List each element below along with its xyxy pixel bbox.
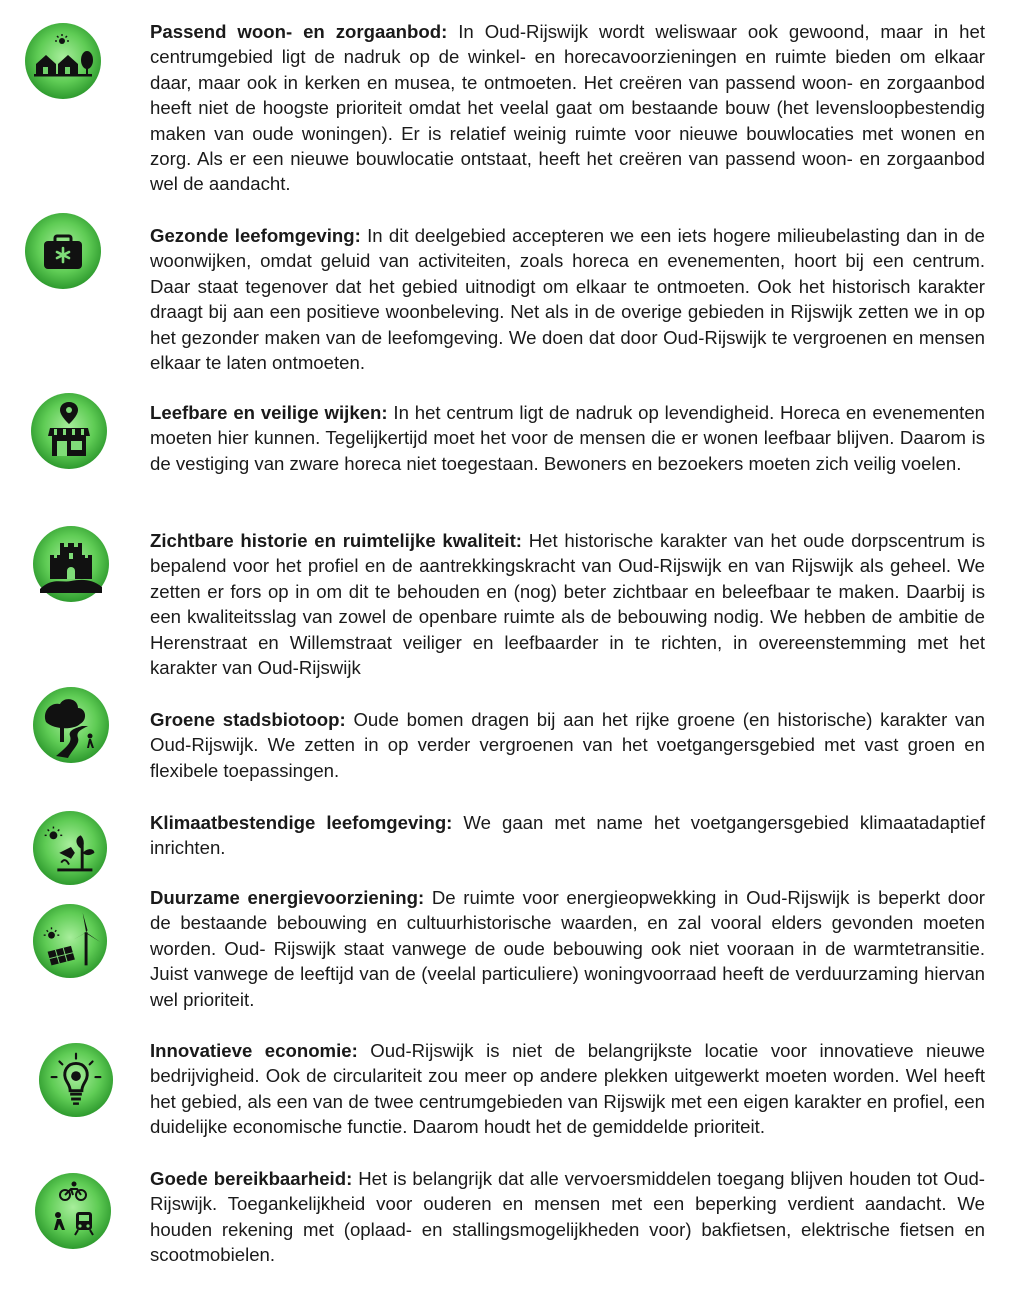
theme-title: Duurzame energievoorziening: — [150, 887, 425, 908]
theme-body: Oude bomen dragen bij aan het rijke groene (en historische) karakter van Oud-Rijswijk. We zetten in op verder vergroenen van het voetgangersgebied met vast groen en flexibele toepassingen. — [150, 709, 985, 781]
theme-paragraph — [150, 885, 985, 1012]
theme-paragraph — [150, 223, 985, 375]
theme-paragraph — [150, 528, 985, 680]
theme-title: Innovatieve economie: — [150, 1040, 358, 1061]
wind-solar-icon — [32, 903, 108, 979]
theme-body: De ruimte voor energieopwekking in Oud-Rijswijk is beperkt door de bestaande bebouwing en cultuurhistorische waarden, en zal vooral elders gevonden moeten worden. Oud- Rijswijk staat vanwege de oude bebouwing ook niet vooraan in de warmtetransitie. Juist vanwege de leeftijd van de (veelal particuliere) woningvoorraad heeft de verduurzaming hiervan wel prioriteit. — [150, 887, 985, 1010]
theme-body: In Oud-Rijswijk wordt weliswaar ook gewoond, maar in het centrumgebied ligt de nadruk op de winkel- en horecavoorzieningen en ruimte bieden om elkaar daar, maar ook in kerken en musea, te ontmoeten. Het creëren van passend woon- en zorgaanbod heeft niet de hoogste prioriteit omdat het veelal gaat om bestaande bouw (het levensloopbestendig maken van oude woningen). Er is relatief weinig ruimte voor nieuwe bouwlocaties met wonen en zorg. Als er een nieuwe bouwlocatie ontstaat, heeft het creëren van passend woon- en zorgaanbod wel de aandacht. — [150, 21, 985, 195]
theme-title: Klimaatbestendige leefomgeving: — [150, 812, 453, 833]
lightbulb-icon — [38, 1042, 114, 1118]
castle-icon — [32, 525, 110, 603]
theme-title: Groene stadsbiotoop: — [150, 709, 346, 730]
transport-icon — [34, 1172, 112, 1250]
theme-paragraph — [150, 400, 985, 476]
theme-title: Leefbare en veilige wijken: — [150, 402, 388, 423]
theme-title: Goede bereikbaarheid: — [150, 1168, 353, 1189]
theme-body: In het centrum ligt de nadruk op levendigheid. Horeca en evenementen moeten hier kunnen. Tegelijkertijd moet het voor de mensen die er wonen leefbaar blijven. Daarom is de vestiging van zware horeca niet toegestaan. Bewoners en bezoekers moeten zich veilig voelen. — [150, 402, 985, 474]
theme-paragraph — [150, 1038, 985, 1140]
theme-body: Oud-Rijswijk is niet de belangrijkste locatie voor innovatieve nieuwe bedrijvigheid. Ook de circulariteit zou meer op andere plekken uitgewerkt moeten worden. Wel heeft het gebied, als een van de twee centrumgebieden van Rijswijk met een eigen karakter en profiel, een duidelijke economische functie. Daarom houdt het de gemiddelde prioriteit. — [150, 1040, 985, 1138]
shop-location-icon — [30, 392, 108, 470]
plant-watering-icon — [32, 810, 108, 886]
theme-paragraph — [150, 19, 985, 197]
theme-body: Het historische karakter van het oude dorpscentrum is bepalend voor het profiel en de aantrekkingskracht van Oud-Rijswijk en van Rijswijk als geheel. We zetten er fors op in om dit te behouden en (nog) beter zichtbaar en beleefbaar te maken. Daarbij is een kwaliteitsslag van zowel de openbare ruimte als de bebouwing nodig. We hebben de ambitie de Herenstraat en Willemstraat veiliger en leefbaarder in te richten, in overeenstemming met het karakter van Oud-Rijswijk — [150, 530, 985, 679]
medical-kit-icon — [24, 212, 102, 290]
theme-body: We gaan met name het voetgangersgebied klimaatadaptief inrichten. — [150, 812, 985, 859]
tree-path-icon — [32, 686, 110, 764]
theme-body: Het is belangrijk dat alle vervoersmiddelen toegang blijven houden tot Oud-Rijswijk. Toegankelijkheid voor ouderen en mensen met een beperking verdient aandacht. We houden rekening met (oplaad- en stallingsmogelijkheden voor) bakfietsen, elektrische fietsen en scootmobielen. — [150, 1168, 985, 1266]
theme-body: In dit deelgebied accepteren we een iets hogere milieubelasting dan in de woonwijken, omdat geluid van activiteiten, zoals horeca en evenementen, hoort bij een centrum. Daar staat tegenover dat het gebied uitnodigt om elkaar te ontmoeten. Ook het historisch karakter draagt bij aan een positieve woonbeleving. Net als in de overige gebieden in Rijswijk zetten we in op het gezonder maken van de leefomgeving. We doen dat door Oud-Rijswijk te vergroenen en mensen elkaar te laten ontmoeten. — [150, 225, 985, 374]
theme-paragraph — [150, 810, 985, 861]
theme-title: Gezonde leefomgeving: — [150, 225, 361, 246]
theme-title: Zichtbare historie en ruimtelijke kwaliteit: — [150, 530, 522, 551]
theme-title: Passend woon- en zorgaanbod: — [150, 21, 448, 42]
houses-icon — [24, 22, 102, 100]
theme-paragraph — [150, 707, 985, 783]
theme-paragraph — [150, 1166, 985, 1268]
